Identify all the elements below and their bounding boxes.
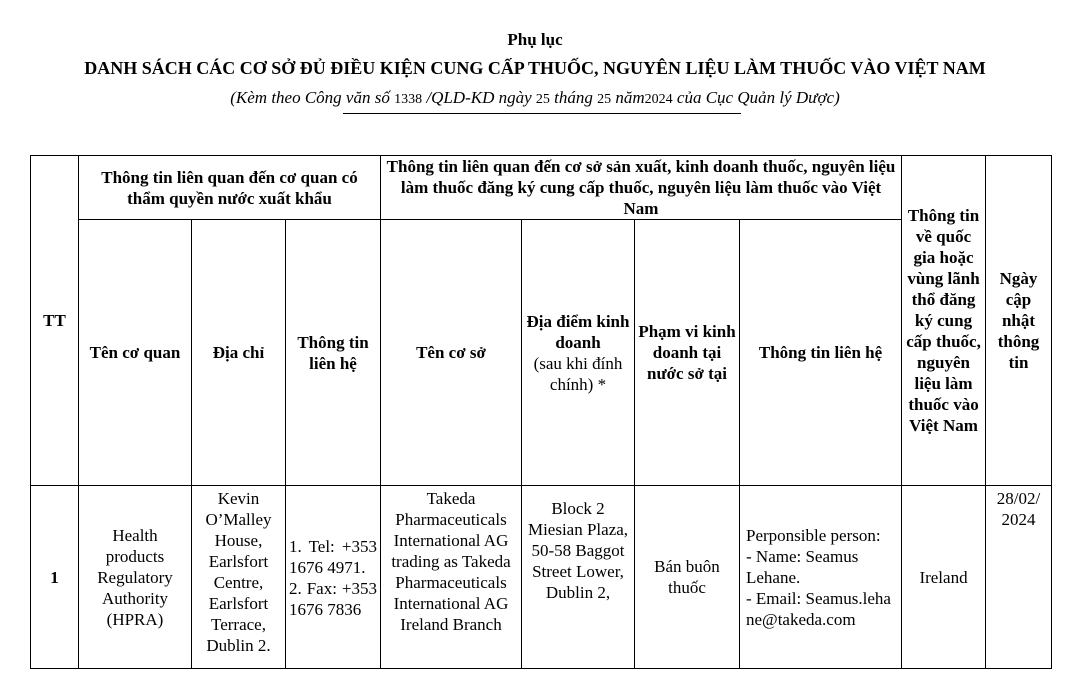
reference-underline (343, 113, 741, 114)
header-tt: TT (31, 156, 79, 486)
document-reference (0, 88, 1070, 108)
header-location-label: Địa điểm kinh doanh (526, 311, 630, 352)
appendix-title: Phụ lục (507, 30, 563, 49)
header-row-2 (31, 220, 1052, 486)
facility-table (30, 155, 1052, 669)
header-scope: Phạm vi kinh doanh tại nước sở tại (635, 220, 740, 486)
fc-person: Perponsible person: (746, 525, 881, 545)
header-group-facility: Thông tin liên quan đến cơ sở sản xuất, kinh doanh thuốc, nguyên liệu làm thuốc đăng ký cung cấp thuốc, nguyên liệu làm thuốc vào Việt Nam (381, 156, 902, 220)
cell-facility-name: Takeda Pharmaceuticals International AG trading as Takeda Pharmaceuticals International AG Ireland Branch (381, 486, 522, 669)
ref-prefix: (Kèm theo Công văn số (230, 88, 395, 107)
header-country: Thông tin về quốc gia hoặc vùng lãnh thổ đăng ký cung cấp thuốc, nguyên liệu làm thuốc vào Việt Nam (902, 156, 986, 486)
header-date: Ngày cập nhật thông tin (986, 156, 1052, 486)
header-agency-name: Tên cơ quan (79, 220, 192, 486)
document-subtitle: DANH SÁCH CÁC CƠ SỞ ĐỦ ĐIỀU KIỆN CUNG CẤP THUỐC, NGUYÊN LIỆU LÀM THUỐC VÀO VIỆT NAM (84, 58, 986, 78)
ref-year: 2024 (644, 92, 673, 107)
cell-scope: Bán buôn thuốc (635, 486, 740, 669)
header-facility-name: Tên cơ sở (381, 220, 522, 486)
cell-facility-contact (740, 486, 902, 669)
ref-day: 25 (535, 92, 550, 107)
header-contact: Thông tin liên hệ (286, 220, 381, 486)
ref-number: 1338 (394, 92, 423, 107)
cell-country: Ireland (902, 486, 986, 669)
header-location-note: (sau khi đính chính) * (533, 353, 623, 394)
ref-mid2: tháng (549, 88, 598, 107)
header-facility-contact: Thông tin liên hệ (740, 220, 902, 486)
ref-mid3: năm (611, 88, 645, 107)
header-row-1 (31, 156, 1052, 220)
header-location (522, 220, 635, 486)
ref-month: 25 (597, 92, 612, 107)
cell-tt: 1 (31, 486, 79, 669)
contact-fax: 2. Fax: +353 1676 7836 (289, 579, 377, 619)
header-group-authority: Thông tin liên quan đến cơ quan có thẩm quyền nước xuất khẩu (79, 156, 381, 220)
fc-name: - Name: Seamus Lehane. (746, 546, 859, 587)
ref-mid1: /QLD-KD ngày (422, 88, 536, 107)
fc-email: - Email: Seamus.lehane@takeda.com (746, 588, 891, 629)
cell-agency-name: Health products Regulatory Authority (HPRA) (79, 486, 192, 669)
cell-location: Block 2 Miesian Plaza, 50-58 Baggot Street Lower, Dublin 2, (522, 486, 635, 669)
table-row (31, 486, 1052, 669)
cell-contact (286, 486, 381, 669)
cell-date: 28/02/ 2024 (986, 486, 1052, 669)
header-address: Địa chỉ (192, 220, 286, 486)
cell-address: Kevin O’Malley House, Earlsfort Centre, Earlsfort Terrace, Dublin 2. (192, 486, 286, 669)
contact-tel: 1. Tel: +353 1676 4971. (289, 537, 377, 577)
ref-suffix: của Cục Quản lý Dược) (672, 88, 840, 107)
